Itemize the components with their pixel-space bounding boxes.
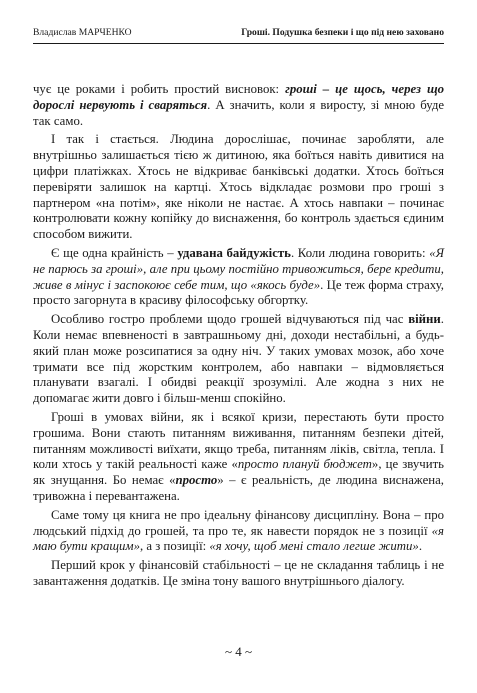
- paragraph-text: чує це роками і робить простий висновок:: [33, 82, 286, 96]
- paragraph: [33, 312, 444, 407]
- emphasis-text: війни: [408, 312, 441, 327]
- emphasis-text: просто плануй бюджет: [237, 457, 372, 472]
- emphasis-text: «Я не парюсь за гроші», але при цьому постійно тривожиться, бере кредити, живе в мінус і заспокоює себе тим, що «якось буде»: [33, 245, 444, 292]
- body-text: [33, 82, 444, 590]
- paragraph-text: Саме тому ця книга не про ідеальну фінансову дисципліну. Вона – про людський підхід до грошей, та про те, як навести порядок не з позиції: [33, 507, 444, 538]
- paragraph-text: . Коли немає впевненості в завтрашньому дні, доходи нестабільні, а будь-який план може розсипатися за одну ніч. У таких умовах мозок, або хоче тримати все під жорстким контролем, або навпаки – відмовляється планувати взагалі. І обидві реакції зрозумілі. Але жодна з них не допомагає жити довго і більш-менш спокійно.: [33, 312, 444, 406]
- paragraph: [33, 82, 444, 129]
- emphasis-text: просто: [175, 473, 218, 488]
- paragraph: [33, 132, 444, 243]
- header-book-title: Гроші. Подушка безпеки і що під нею заховано: [241, 27, 444, 38]
- header-author: Владислав МАРЧЕНКО: [33, 27, 132, 38]
- paragraph: [33, 246, 444, 309]
- running-header: [33, 27, 444, 39]
- paragraph-text: », це звучить як знущання. Бо немає «: [33, 457, 444, 488]
- emphasis-text: гроші – це щось, через що дорослі нервують і сваряться: [33, 82, 444, 112]
- paragraph-text: » – є реальність, де людина виснажена, тривожна і перевантажена.: [33, 473, 445, 503]
- paragraph-text: І так і стається. Людина дорослішає, починає заробляти, але внутрішньо залишається тією ж дитиною, яка боїться навіть дивитися на цифри платіжках. Хтось не відкриває банківські додатки. Хтось боїться перевіряти залишок на картці. Хтось відкладає розмови про гроші з партнером «на потім», яке ніколи не настає. А хтось навпаки – починає контролювати кожну копійку до виснаження, бо контроль здається єдиним способом вижити.: [33, 132, 444, 242]
- paragraph-text: Гроші в умовах війни, як і всякої кризи, перестають бути просто грошима. Вони стають питанням виживання, питанням безпеки дітей, питанням можливості виїхати, якщо треба, питанням ліків, світла, тепла. І коли хтось у такій реальності каже «: [33, 409, 444, 472]
- paragraph-text: . Це теж форма страху, просто загорнута в красиву філософську обгортку.: [33, 277, 444, 308]
- paragraph-text: .: [418, 539, 423, 554]
- paragraph-text: Особливо гостро проблеми щодо грошей відчуваються під час: [51, 312, 409, 327]
- paragraph: [33, 558, 444, 590]
- paragraph: [33, 410, 444, 505]
- emphasis-text: «я хочу, щоб мені стало легше жити»: [209, 539, 419, 554]
- paragraph-text: Є ще одна крайність –: [51, 245, 178, 260]
- paragraph-text: . Коли людина говорить:: [290, 245, 430, 260]
- header-rule: [33, 43, 444, 44]
- page-number: ~ 4 ~: [224, 644, 253, 659]
- paragraph-text: . А значить, коли я виросту, зі мною буде так само.: [33, 97, 445, 128]
- emphasis-text: «я маю бути кращим»: [33, 523, 444, 554]
- paragraph-text: Перший крок у фінансовій стабільності – це не складання таблиць і не завантаження додатків. Це зміна тону вашого внутрішнього діалогу.: [33, 558, 444, 588]
- emphasis-text: удавана байдужість: [177, 245, 291, 260]
- paragraph: [33, 508, 444, 555]
- paragraph-text: , а з позиції:: [139, 539, 210, 554]
